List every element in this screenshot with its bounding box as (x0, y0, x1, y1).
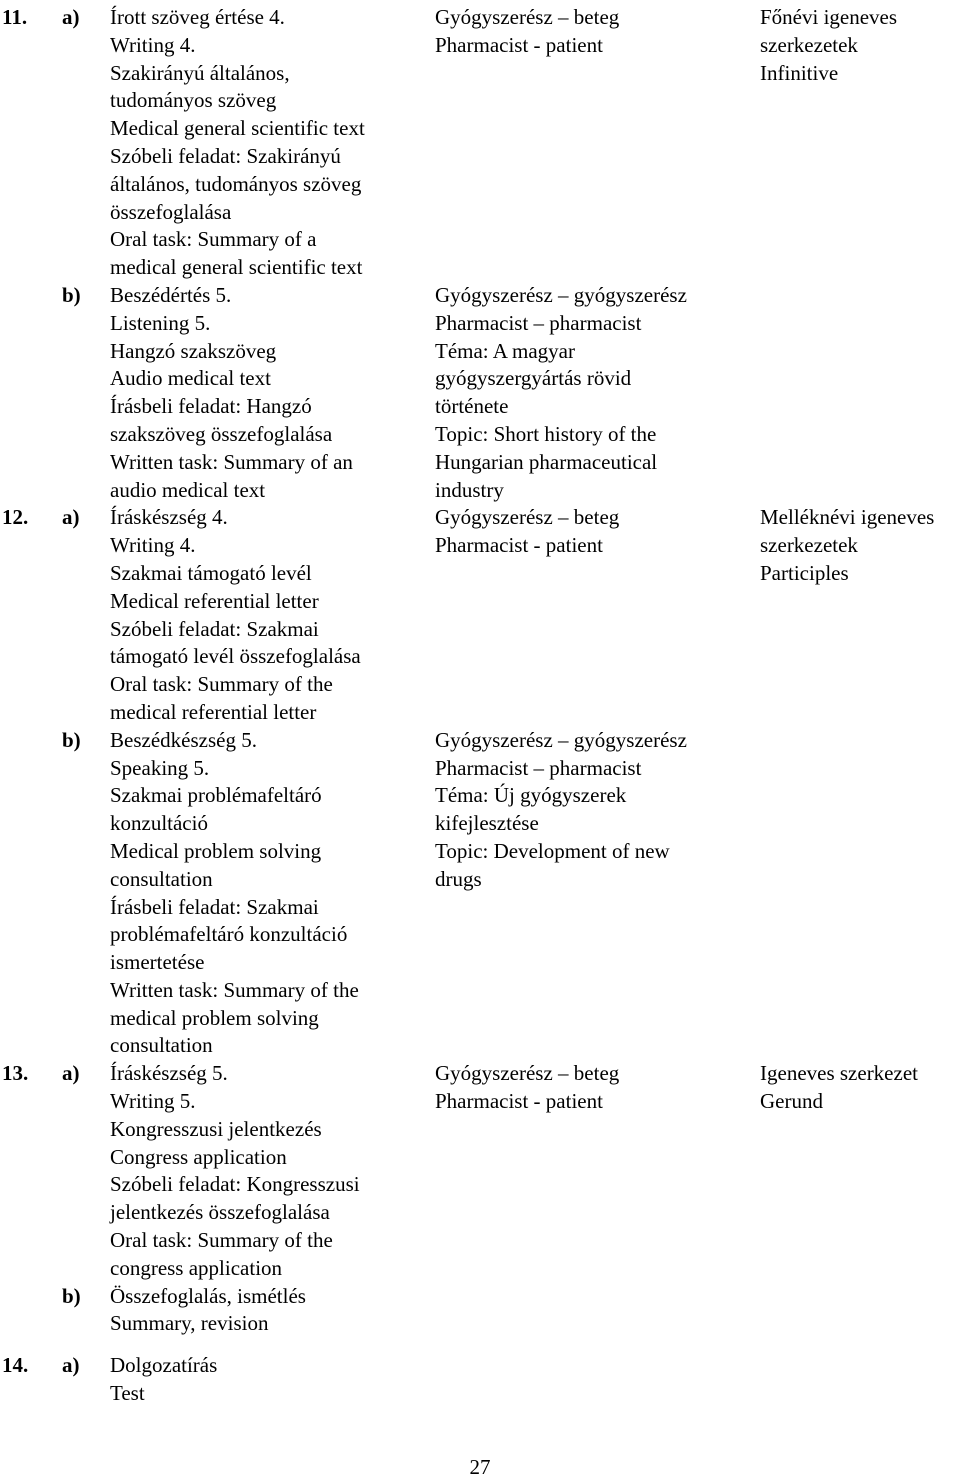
content-line: Writing 4. (110, 533, 196, 558)
content-cell (110, 282, 420, 504)
content-cell (110, 1352, 420, 1408)
grammar-topic-line: Igeneves szerkezet (760, 1061, 918, 1086)
role-line: Topic: Short history of the (435, 421, 657, 446)
role-line: Téma: A magyar (435, 338, 575, 363)
role-line: industry (435, 477, 504, 502)
role-line: Pharmacist – pharmacist (435, 310, 642, 335)
content-line: tudományos szöveg (110, 88, 277, 113)
content-cell (110, 1060, 420, 1282)
content-line: Writing 5. (110, 1089, 196, 1114)
grammar-topic-line: Gerund (760, 1089, 823, 1114)
page-number: 27 (469, 1455, 491, 1479)
part-letter: a) (62, 1061, 80, 1086)
content-line: Congress application (110, 1144, 287, 1169)
role-line: Gyógyszerész – beteg (435, 5, 620, 29)
content-line: Test (110, 1381, 145, 1406)
role-line: Gyógyszerész – beteg (435, 505, 620, 530)
content-line: Íráskészség 5. (110, 1061, 228, 1086)
part-letter: a) (62, 505, 80, 530)
part-letter: a) (62, 5, 80, 29)
syllabus-table (0, 4, 960, 1408)
content-line: támogató levél összefoglalása (110, 644, 361, 669)
role-line: Pharmacist - patient (435, 533, 603, 558)
grammar-topic-line: szerkezetek (760, 533, 858, 558)
role-line: Gyógyszerész – beteg (435, 1061, 620, 1086)
unit-number: 13. (2, 1061, 29, 1086)
spacer (0, 1338, 960, 1352)
content-line: consultation (110, 1033, 213, 1058)
content-line: Medical problem solving (110, 838, 322, 863)
content-line: medical general scientific text (110, 255, 363, 280)
content-line: Listening 5. (110, 310, 211, 335)
unit-11-part-a (0, 4, 960, 282)
part-letter: b) (62, 727, 81, 752)
content-line: Beszédkészség 5. (110, 727, 257, 752)
role-line: Gyógyszerész – gyógyszerész (435, 282, 687, 307)
part-letter: b) (62, 282, 81, 307)
role-line: Hungarian pharmaceutical (435, 449, 658, 474)
content-line: medical referential letter (110, 699, 317, 724)
role-line: gyógyszergyártás rövid (435, 366, 632, 391)
content-line: Írott szöveg értése 4. (110, 5, 285, 29)
content-line: Dolgozatírás (110, 1353, 218, 1378)
grammar-topic-line: Infinitive (760, 60, 839, 85)
grammar-topic-line: szerkezetek (760, 32, 858, 57)
content-line: congress application (110, 1255, 283, 1280)
role-line: Gyógyszerész – gyógyszerész (435, 727, 687, 752)
part-letter: b) (62, 1283, 81, 1308)
unit-12-part-b (0, 727, 960, 1061)
unit-14-part-a (0, 1352, 960, 1408)
unit-13-part-a (0, 1060, 960, 1282)
grammar-topic-line: Főnévi igeneves (760, 5, 898, 29)
roles-cell (435, 727, 735, 894)
roles-cell (435, 4, 735, 60)
roles-cell (435, 1060, 735, 1116)
content-line: Írásbeli feladat: Szakmai (110, 894, 319, 919)
content-line: Kongresszusi jelentkezés (110, 1116, 322, 1141)
content-line: jelentkezés összefoglalása (110, 1200, 330, 1225)
content-line: Szakmai problémafeltáró (110, 783, 322, 808)
roles-cell (435, 504, 735, 560)
content-line: konzultáció (110, 811, 208, 836)
content-line: audio medical text (110, 477, 266, 502)
content-line: Íráskészség 4. (110, 505, 228, 530)
roles-cell (435, 282, 735, 504)
content-line: ismertetése (110, 950, 205, 975)
content-cell (110, 1283, 420, 1339)
content-line: medical problem solving (110, 1005, 319, 1030)
unit-14 (0, 1352, 960, 1408)
content-line: Szóbeli feladat: Kongresszusi (110, 1172, 360, 1197)
content-line: Oral task: Summary of the (110, 1228, 333, 1253)
content-line: Szakmai támogató levél (110, 560, 312, 585)
grammar-topic-line: Melléknévi igeneves (760, 505, 935, 530)
unit-12-part-a (0, 504, 960, 726)
content-line: Szóbeli feladat: Szakmai (110, 616, 319, 641)
unit-number: 12. (2, 505, 29, 530)
role-line: Pharmacist - patient (435, 32, 603, 57)
content-line: Szakirányú általános, (110, 60, 290, 85)
role-line: Pharmacist - patient (435, 1089, 603, 1114)
content-cell (110, 4, 420, 282)
content-line: problémafeltáró konzultáció (110, 922, 348, 947)
unit-11-part-b (0, 282, 960, 504)
content-line: Medical referential letter (110, 588, 319, 613)
role-line: története (435, 394, 509, 419)
content-line: Írásbeli feladat: Hangzó (110, 394, 312, 419)
content-line: Összefoglalás, ismétlés (110, 1283, 306, 1308)
content-line: általános, tudományos szöveg (110, 171, 362, 196)
unit-number: 14. (2, 1353, 29, 1378)
part-letter: a) (62, 1353, 80, 1378)
content-cell (110, 727, 420, 1061)
unit-13-part-b (0, 1283, 960, 1339)
unit-11 (0, 4, 960, 504)
content-line: Speaking 5. (110, 755, 210, 780)
unit-12 (0, 504, 960, 1060)
unit-number: 11. (2, 5, 28, 29)
content-line: Oral task: Summary of the (110, 672, 333, 697)
role-line: Pharmacist – pharmacist (435, 755, 642, 780)
unit-13 (0, 1060, 960, 1338)
content-line: Audio medical text (110, 366, 271, 391)
content-cell (110, 504, 420, 726)
content-line: Beszédértés 5. (110, 282, 232, 307)
content-line: szakszöveg összefoglalása (110, 421, 333, 446)
grammar-topic-line: Participles (760, 560, 849, 585)
role-line: Téma: Új gyógyszerek (435, 783, 627, 808)
content-line: Oral task: Summary of a (110, 227, 317, 252)
role-line: kifejlesztése (435, 811, 539, 836)
content-line: consultation (110, 866, 213, 891)
content-line: Medical general scientific text (110, 116, 365, 141)
content-line: összefoglalása (110, 199, 232, 224)
content-line: Written task: Summary of the (110, 977, 359, 1002)
content-line: Szóbeli feladat: Szakirányú (110, 143, 341, 168)
content-line: Summary, revision (110, 1311, 269, 1336)
content-line: Written task: Summary of an (110, 449, 353, 474)
role-line: drugs (435, 866, 482, 891)
content-line: Writing 4. (110, 32, 196, 57)
content-line: Hangzó szakszöveg (110, 338, 277, 363)
role-line: Topic: Development of new (435, 838, 670, 863)
